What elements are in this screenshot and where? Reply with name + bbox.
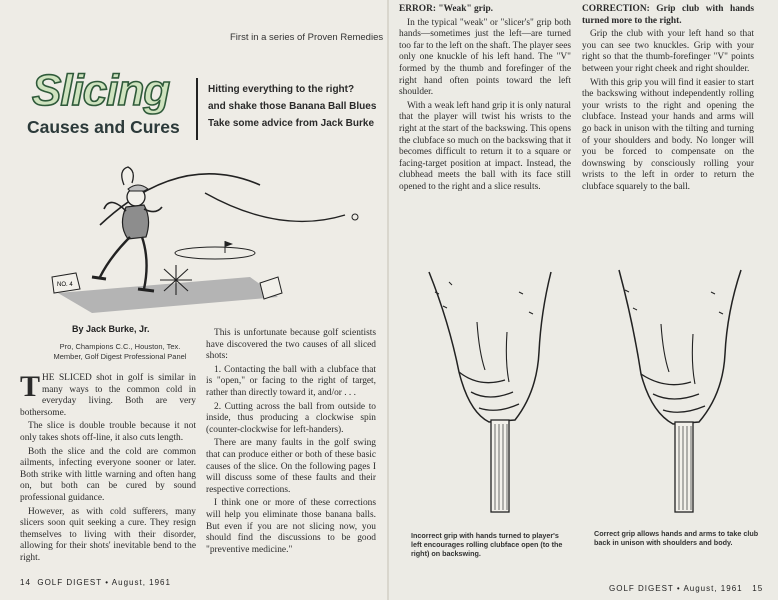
col2-paragraph-5: I think one or more of these corrections will help you eliminate those banana balls. But even if you are not slicing now, you should find the discussions to be good "preventive medicine." <box>206 498 376 555</box>
left-column-1 <box>20 370 196 567</box>
incorrect-grip-illustration <box>419 262 569 517</box>
error-paragraph-1: In the typical "weak" or "slicer's" grip both hands—sometimes just the left—are turned too far to the left on the shaft. The player sees only one knuckle of his left hand. The "V" formed by the thumb and forefinger of the right hand often points toward the left shoulder. <box>399 17 571 98</box>
correction-paragraph-2: With this grip you will find it easier to start the backswing without independently rolling your wrists to the right and opening the clubface. Instead your hands and arms will go back in unison with the tilting and turning of your shoulders and body. No longer will you be forced to compensate on the downswing by consciously rolling your wrists to the left in order to return the clubface squarely to the ball. <box>582 77 754 192</box>
col1-paragraph-2: The slice is double trouble because it not only takes shots off-line, it also cuts length. <box>20 421 196 443</box>
series-note: First in a series of Proven Remedies <box>230 32 384 43</box>
col1-paragraph-3: Both the slice and the cold are common ailments, infecting everyone sooner or later. Both strike with little warning and often hang on, but both can be cured by sound professional guidance. <box>20 446 196 503</box>
deck-line-2: and shake those Banana Ball Blues <box>208 101 377 112</box>
col2-paragraph-4: There are many faults in the golf swing that can produce either or both of these basic causes of the slice. On the following pages I will discuss some of these faults and their respective corrections. <box>206 438 376 495</box>
page-number-left: 14 <box>20 578 31 587</box>
error-heading: ERROR: "Weak" grip. <box>399 4 494 14</box>
error-paragraph-2: With a weak left hand grip it is only natural that the player will twist his wrists to the right at the start of the backswing. This opens the clubface so much on the backswing that it becomes difficult to return it to a square or facing-target position at impact. Instead, the clubhead meets the ball with its face still opened to the right and a slice results. <box>399 100 571 192</box>
golfer-cartoon-illustration <box>40 165 370 315</box>
title-causes-and-cures: Causes and Cures <box>27 117 180 137</box>
correct-grip-illustration <box>607 262 757 517</box>
title-slicing: Slicing <box>32 66 170 115</box>
col2-paragraph-1: This is unfortunate because golf scientists have discovered the two causes of all sliced shots: <box>206 328 376 362</box>
deck-line-3: Take some advice from Jack Burke <box>208 118 375 129</box>
left-page <box>0 0 388 600</box>
col2-paragraph-2: 1. Contacting the ball with a clubface that is "open," or facing to the right of target, rather than directly toward it, and/or . . . <box>206 364 376 398</box>
left-folio <box>20 578 171 587</box>
correction-column <box>582 4 754 196</box>
caption-incorrect-grip: Incorrect grip with hands turned to player's left encourages rolling clubface open (to the right) on backswing. <box>411 531 563 558</box>
col1-paragraph-1: HE SLICED shot in golf is similar in many ways to the common cold in everyday living. Both are very bothersome. <box>20 373 196 418</box>
right-folio-text: GOLF DIGEST • August, 1961 <box>609 584 743 593</box>
right-folio <box>609 584 763 593</box>
col2-paragraph-3: 2. Cutting across the ball from outside to inside, thus producing a clockwise spin (counter-clockwise for left-handers). <box>206 401 376 435</box>
title-divider <box>196 78 198 140</box>
correction-paragraph-1: Grip the club with your left hand so that you can see two knuckles. Grip with your right so that the thumb-forefinger "V" points between your right cheek and right shoulder. <box>582 29 754 74</box>
byline: By Jack Burke, Jr. <box>72 324 150 334</box>
drop-cap: T <box>20 370 41 403</box>
author-affiliation: Pro, Champions C.C., Houston, Tex. Member, Golf Digest Professional Panel <box>53 342 187 361</box>
caption-correct-grip: Correct grip allows hands and arms to take club back in unison with shoulders and body. <box>594 529 759 547</box>
error-column <box>399 4 571 196</box>
correction-heading: CORRECTION: Grip club with hands turned more to the right. <box>582 4 754 26</box>
page-number-right: 15 <box>752 584 764 593</box>
deck-line-1: Hitting everything to the right? <box>208 84 355 95</box>
left-column-2 <box>206 328 376 558</box>
left-folio-text: GOLF DIGEST • August, 1961 <box>37 578 171 587</box>
sign-label: NO. 4 <box>57 282 73 288</box>
col1-paragraph-4: However, as with cold sufferers, many slicers soon quit seeking a cure. They resign themselves to living with their disorder, allowing for their shots' inevitable bend to the right. <box>20 506 196 563</box>
right-page <box>389 0 778 600</box>
